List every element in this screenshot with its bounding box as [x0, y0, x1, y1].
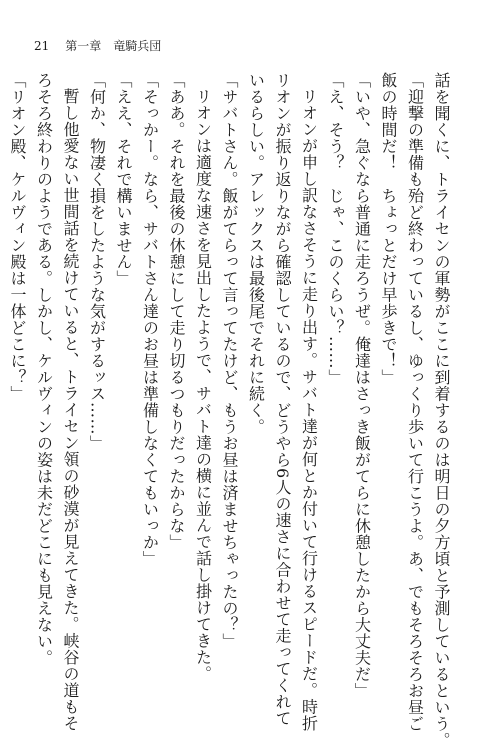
text-line: リオンが申し訳なさそうに走り出す。サバト達が何とか付いて行けるスピードだ。時折	[299, 88, 319, 732]
text-line: リオンが振り返りながら確認しているので、どうやら6人の速さに合わせて走ってくれて	[273, 72, 292, 727]
text-line: 「リオン殿、ケルヴィン殿は一体どこに？」	[8, 72, 27, 402]
page-number: 21	[34, 39, 50, 53]
text-line: 暫し他愛ない世間話を続けていると、トライセン領の砂漠が見えてきた。峡谷の道もそ	[61, 88, 80, 732]
text-line: 「ええ、それで構いません」	[114, 72, 133, 287]
chapter-label: 第一章	[65, 39, 102, 53]
text-line: 「え、そう？ じゃ、このくらい？……」	[326, 72, 345, 386]
text-line: 話を聞くに、トライセンの軍勢がここに到着するのは明日の夕方頃と予測しているという。	[432, 72, 451, 749]
text-line: 「いや、急ぐなら普通に走ろうぜ。俺達はさっき飯がてらに休憩したから大丈夫だ」	[352, 72, 372, 699]
text-line: いるらしい。アレックスは最後尾でそれに続く。	[246, 72, 266, 435]
text-line: 「迎撃の準備も殆ど終わっているし、ゆっくり歩いて行こうよ。あ、でもそろそろお昼ご	[405, 72, 425, 732]
chapter-title: 竜騎兵団	[113, 39, 162, 53]
chapter-heading	[65, 38, 161, 54]
text-line: 飯の時間だ！ ちょっとだけ早歩きで！」	[379, 72, 398, 386]
text-line: 「ああ。それを最後の休憩にして走り切るつもりだったからな」	[167, 72, 186, 551]
text-line: リオンは適度な速さを見出したようで、サバト達の横に並んで話し掛けてきた。	[193, 88, 213, 682]
text-line: 「サバトさん。飯がてらって言ってたけど、もうお昼は済ませちゃったの？」	[220, 72, 239, 650]
text-line: 「そっかー。なら、サバトさん達のお昼は準備しなくてもいっか」	[140, 72, 160, 567]
text-line: ろそろ終わりのようである。しかし、ケルヴィンの姿は未だどこにも見えない。	[34, 72, 54, 666]
body-text	[8, 72, 454, 749]
running-header	[34, 38, 161, 54]
text-line: 「何か、物凄く損をしたような気がするッス……」	[87, 72, 107, 452]
